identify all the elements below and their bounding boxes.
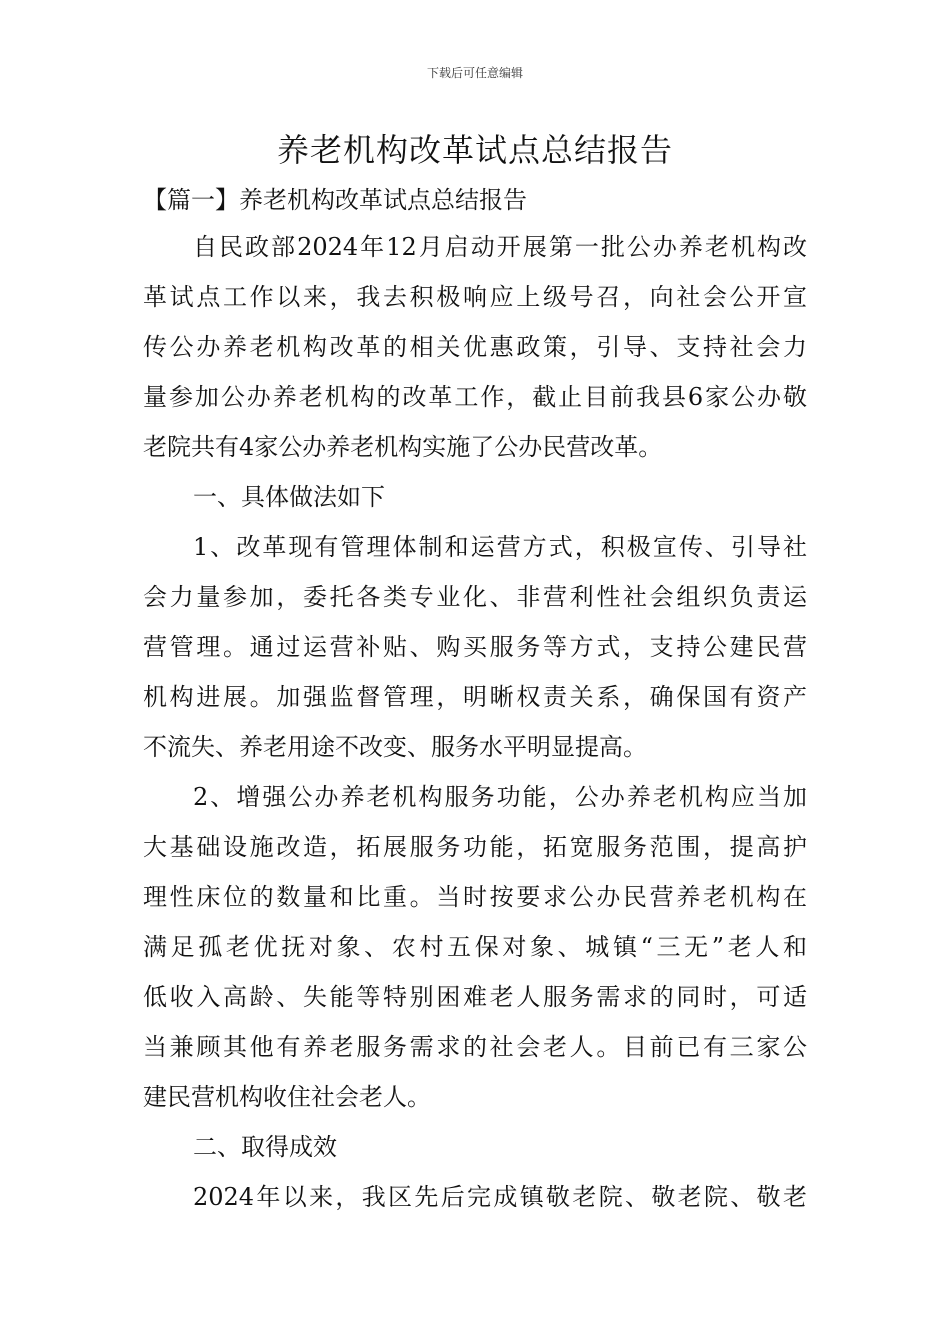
paragraph-line: 2024年以来，我区先后完成镇敬老院、敬老院、敬老 xyxy=(193,1183,807,1211)
paragraph-line: 1、改革现有管理体制和运营方式，积极宣传、引导社 xyxy=(193,533,807,561)
section-heading: 一、具体做法如下 xyxy=(193,483,385,511)
paragraph-line: 满足孤老优抚对象、农村五保对象、城镇“三无”老人和 xyxy=(143,933,807,961)
paragraph-line: 低收入高龄、失能等特别困难老人服务需求的同时，可适 xyxy=(143,983,807,1011)
document-body xyxy=(143,178,807,1222)
section-subtitle: 【篇一】养老机构改革试点总结报告 xyxy=(143,186,527,214)
section-heading: 二、取得成效 xyxy=(193,1133,337,1161)
paragraph-line: 老院共有4家公办养老机构实施了公办民营改革。 xyxy=(143,433,663,461)
header-note: 下载后可任意编辑 xyxy=(426,66,523,80)
paragraph-line: 革试点工作以来，我去积极响应上级号召，向社会公开宣 xyxy=(143,283,807,311)
paragraph-line: 不流失、养老用途不改变、服务水平明显提高。 xyxy=(143,733,647,761)
paragraph-line: 营管理。通过运营补贴、购买服务等方式，支持公建民营 xyxy=(143,633,807,661)
paragraph-line: 建民营机构收住社会老人。 xyxy=(143,1083,431,1111)
paragraph-line: 大基础设施改造，拓展服务功能，拓宽服务范围，提高护 xyxy=(143,833,807,861)
paragraph-line: 理性床位的数量和比重。当时按要求公办民营养老机构在 xyxy=(143,883,807,911)
paragraph-line: 当兼顾其他有养老服务需求的社会老人。目前已有三家公 xyxy=(143,1033,807,1061)
paragraph-line: 会力量参加，委托各类专业化、非营利性社会组织负责运 xyxy=(143,583,807,611)
paragraph-line: 传公办养老机构改革的相关优惠政策，引导、支持社会力 xyxy=(143,333,807,361)
paragraph-line: 2、增强公办养老机构服务功能，公办养老机构应当加 xyxy=(193,783,807,811)
paragraph-line: 量参加公办养老机构的改革工作，截止目前我县6家公办敬 xyxy=(143,383,807,411)
paragraph-line: 自民政部2024年12月启动开展第一批公办养老机构改 xyxy=(193,233,807,261)
paragraph-line: 机构进展。加强监督管理，明晰权责关系，确保国有资产 xyxy=(143,683,807,711)
document-title: 养老机构改革试点总结报告 xyxy=(276,131,673,169)
